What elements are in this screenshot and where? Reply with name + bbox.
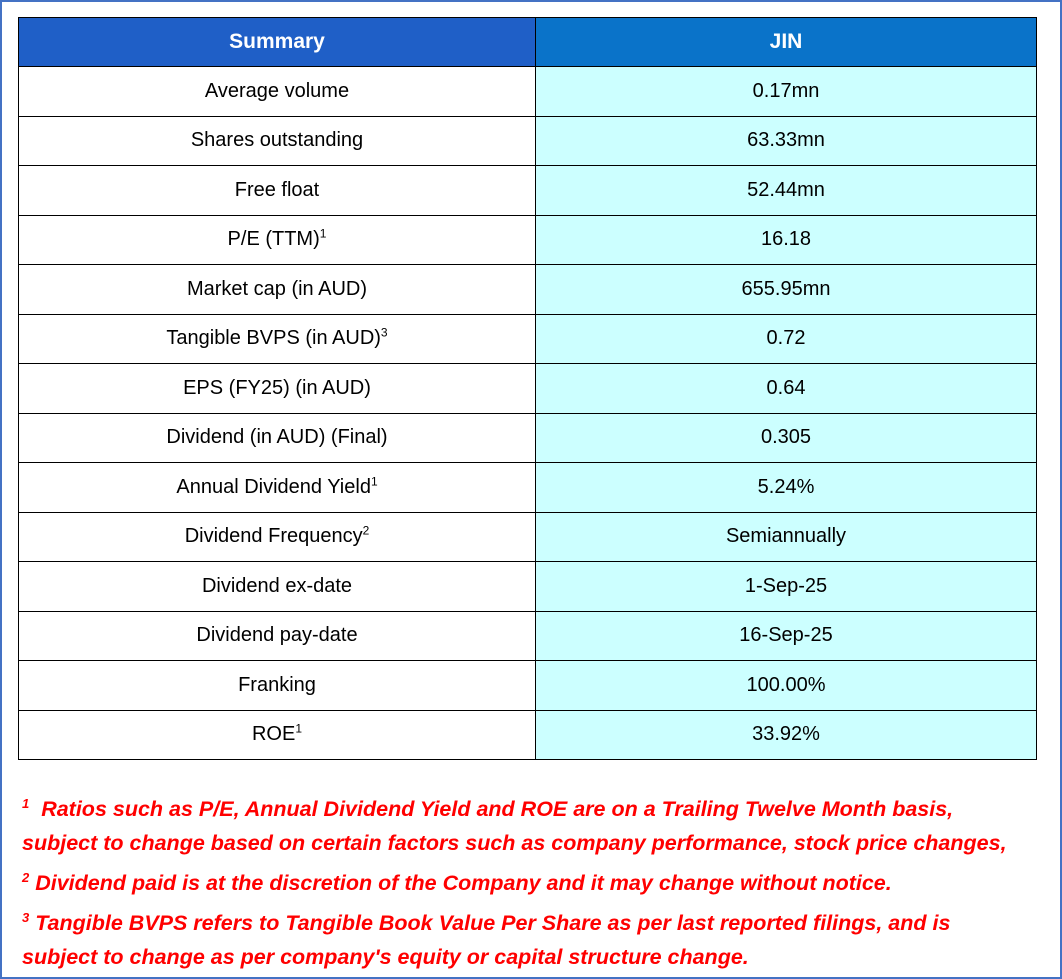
row-label <box>19 710 536 760</box>
footnote-text: subject to change as per company's equity or capital structure change. <box>22 945 749 969</box>
row-value: 655.95mn <box>536 265 1037 315</box>
summary-table <box>18 17 1037 760</box>
table-row <box>19 512 1037 562</box>
footnote-marker: 1 <box>295 721 303 736</box>
table-row <box>19 215 1037 265</box>
table-row <box>19 413 1037 463</box>
row-value: 1-Sep-25 <box>536 562 1037 612</box>
row-label <box>19 67 536 117</box>
row-label-text: ROE <box>251 723 296 746</box>
row-label-text: Dividend pay-date <box>196 624 358 647</box>
footnote-line <box>22 826 1052 860</box>
row-value: 0.305 <box>536 413 1037 463</box>
table-row <box>19 166 1037 216</box>
footnote-line <box>22 940 1052 974</box>
row-label-text: Market cap (in AUD) <box>186 277 368 300</box>
table-row <box>19 661 1037 711</box>
footnotes <box>22 792 1052 974</box>
row-label <box>19 562 536 612</box>
footnote-marker: 1 <box>319 226 327 241</box>
row-label-text: Tangible BVPS (in AUD) <box>166 327 381 350</box>
row-value: Semiannually <box>536 512 1037 562</box>
footnote-text: Tangible BVPS refers to Tangible Book Value Per Share as per last reported filings, and is <box>35 911 951 935</box>
row-label-text: Dividend (in AUD) (Final) <box>166 426 388 449</box>
row-label-text: Dividend Frequency <box>184 525 363 548</box>
row-label <box>19 512 536 562</box>
row-value: 100.00% <box>536 661 1037 711</box>
row-value: 52.44mn <box>536 166 1037 216</box>
row-label-text: Franking <box>238 673 316 696</box>
row-label <box>19 364 536 414</box>
row-label <box>19 413 536 463</box>
row-value: 63.33mn <box>536 116 1037 166</box>
footnote-number: 2 <box>22 869 30 885</box>
table-header-row <box>19 18 1037 67</box>
row-label <box>19 463 536 513</box>
footnote-text: subject to change based on certain factors such as company performance, stock price changes, <box>22 831 1007 855</box>
row-label <box>19 611 536 661</box>
row-label-text: Dividend ex-date <box>201 574 353 597</box>
header-ticker: JIN <box>536 18 1037 67</box>
footnote-line <box>22 866 1052 900</box>
table-row <box>19 116 1037 166</box>
row-value: 0.17mn <box>536 67 1037 117</box>
footnote-text: Dividend paid is at the discretion of the Company and it may change without notice. <box>35 871 892 895</box>
footnote-text: Ratios such as P/E, Annual Dividend Yield and ROE are on a Trailing Twelve Month basis, <box>41 797 954 821</box>
row-value: 16-Sep-25 <box>536 611 1037 661</box>
footnote-line <box>22 792 1052 826</box>
row-label <box>19 314 536 364</box>
footnote-marker: 1 <box>370 474 378 489</box>
row-value: 5.24% <box>536 463 1037 513</box>
table-row <box>19 364 1037 414</box>
row-label-text: P/E (TTM) <box>227 228 320 251</box>
table-row <box>19 265 1037 315</box>
table-row <box>19 463 1037 513</box>
row-label <box>19 116 536 166</box>
row-label-text: Average volume <box>204 79 350 102</box>
row-label <box>19 661 536 711</box>
row-label-text: EPS (FY25) (in AUD) <box>183 376 371 399</box>
table-row <box>19 314 1037 364</box>
row-value: 16.18 <box>536 215 1037 265</box>
row-value: 0.72 <box>536 314 1037 364</box>
footnote-marker: 3 <box>380 325 388 340</box>
row-label <box>19 265 536 315</box>
row-value: 33.92% <box>536 710 1037 760</box>
footnote-marker: 2 <box>362 523 370 538</box>
row-label-text: Shares outstanding <box>190 129 364 152</box>
footnote-line <box>22 906 1052 940</box>
header-summary: Summary <box>19 18 536 67</box>
row-label <box>19 215 536 265</box>
footnote-number: 1 <box>22 795 30 811</box>
row-label-text: Free float <box>234 178 320 201</box>
row-label-text: Annual Dividend Yield <box>176 475 371 498</box>
table-row <box>19 611 1037 661</box>
table-row <box>19 562 1037 612</box>
row-label <box>19 166 536 216</box>
footnote-number: 3 <box>22 909 30 925</box>
table-body <box>19 67 1037 760</box>
table-row <box>19 67 1037 117</box>
row-value: 0.64 <box>536 364 1037 414</box>
table-row <box>19 710 1037 760</box>
